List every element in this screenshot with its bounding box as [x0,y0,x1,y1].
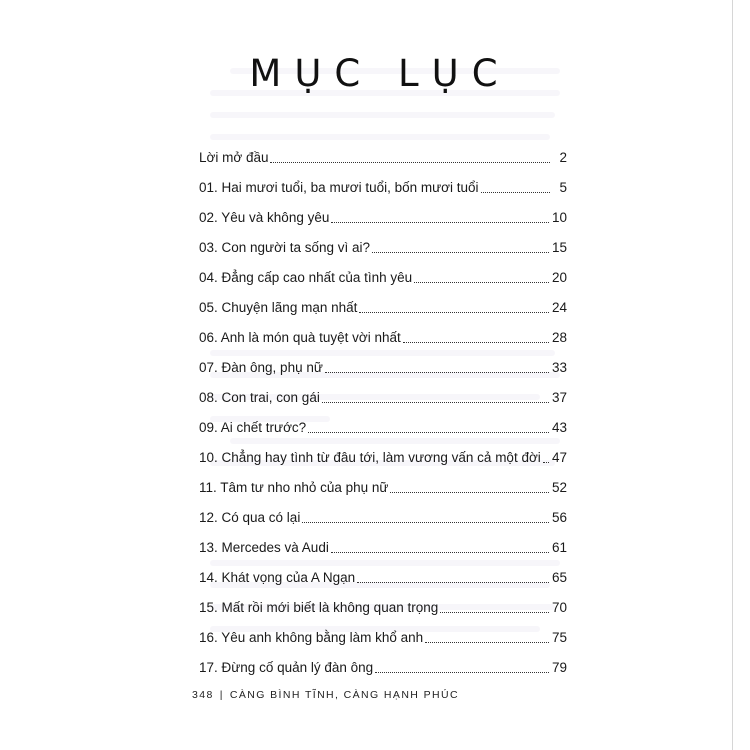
dot-leader [440,612,549,613]
toc-entry-title: 09. Ai chết trước? [199,420,307,435]
toc-entry-title: 11. Tâm tư nho nhỏ của phụ nữ [199,480,389,495]
running-footer [192,689,459,701]
footer-book-title: CÀNG BÌNH TĨNH, CÀNG HẠNH PHÚC [229,689,459,701]
toc-entry-page: 10 [551,210,567,225]
dot-leader [359,312,549,313]
toc-entry[interactable] [199,563,567,587]
dot-leader [543,462,549,463]
dot-leader [414,282,549,283]
toc-entry[interactable] [199,293,567,317]
toc-entry-page: 33 [551,360,567,375]
toc-entry-page: 65 [551,570,567,585]
dot-leader [425,642,549,643]
toc-entry-title: 07. Đàn ông, phụ nữ [199,360,323,375]
toc-entry-title: 04. Đẳng cấp cao nhất của tình yêu [199,270,413,285]
toc-entry-title: 16. Yêu anh không bằng làm khổ anh [199,630,424,645]
toc-entry-title: 15. Mất rồi mới biết là không quan trọng [199,600,439,615]
toc-entry[interactable] [199,503,567,527]
toc-entry-title: 05. Chuyện lãng mạn nhất [199,300,358,315]
toc-entry-title: 03. Con người ta sống vì ai? [199,240,370,255]
toc-entry-page: 79 [551,660,567,675]
toc-entry[interactable] [199,443,567,467]
page-edge [732,0,733,750]
toc-entry-page: 70 [551,600,567,615]
dot-leader [322,402,549,403]
footer-page-number: 348 [192,689,214,701]
toc-entry-page: 52 [551,480,567,495]
toc-entry[interactable] [199,353,567,377]
dot-leader [375,672,549,673]
dot-leader [308,432,549,433]
toc-entry-page: 5 [559,180,567,195]
toc-entry[interactable] [199,533,567,557]
toc-entry[interactable] [199,623,567,647]
toc-entry[interactable] [199,263,567,287]
dot-leader [270,162,550,163]
toc-entry-title: 10. Chẳng hay tình từ đâu tới, làm vương vấn cả một đời [199,450,541,465]
toc-entry[interactable] [199,473,567,497]
toc-entry[interactable] [199,413,567,437]
dot-leader [357,582,549,583]
toc-entry-page: 43 [551,420,567,435]
toc-entry[interactable] [199,143,567,167]
toc-entry-title: 14. Khát vọng của A Ngạn [199,570,356,585]
toc-entry[interactable] [199,383,567,407]
dot-leader [325,372,549,373]
page-title: MỤC LỤC [249,52,511,95]
dot-leader [403,342,549,343]
toc-entry[interactable] [199,653,567,677]
toc-entry-page: 56 [551,510,567,525]
toc-entry[interactable] [199,323,567,347]
toc-entry-title: 08. Con trai, con gái [199,390,320,405]
toc-entry-page: 75 [551,630,567,645]
dot-leader [481,192,550,193]
toc-entry-page: 2 [559,150,567,165]
toc-entry[interactable] [199,593,567,617]
toc-entry-title: 13. Mercedes và Audi [199,540,329,555]
toc-entry-title: 01. Hai mươi tuổi, ba mươi tuổi, bốn mươi tuổi [199,180,479,195]
toc-entry-page: 28 [551,330,567,345]
toc-entry-page: 20 [551,270,567,285]
dot-leader [331,552,549,553]
toc-entry-title: 02. Yêu và không yêu [199,210,330,225]
toc-entry-page: 15 [551,240,567,255]
toc-entry-page: 37 [551,390,567,405]
toc-entry-title: 17. Đừng cố quản lý đàn ông [199,660,374,675]
dot-leader [390,492,549,493]
toc-entry[interactable] [199,173,567,197]
footer-separator: | [219,689,224,701]
toc-entry-page: 61 [551,540,567,555]
toc-entry-title: Lời mở đầu [199,150,269,165]
toc-entry-title: 12. Có qua có lại [199,510,301,525]
dot-leader [302,522,549,523]
toc-entry-title: 06. Anh là món quà tuyệt vời nhất [199,330,401,345]
dot-leader [331,222,549,223]
dot-leader [372,252,549,253]
toc-entry-page: 47 [551,450,567,465]
toc-entry-page: 24 [551,300,567,315]
toc-entry[interactable] [199,203,567,227]
toc-entry[interactable] [199,233,567,257]
